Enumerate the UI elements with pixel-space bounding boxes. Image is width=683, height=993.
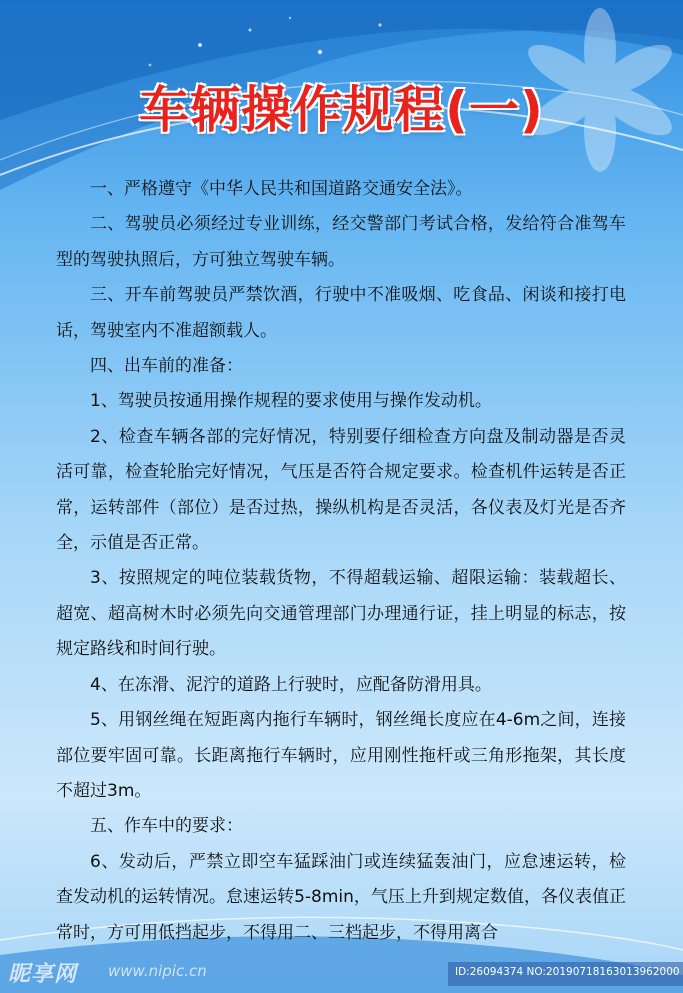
paragraph: 6、发动后，严禁立即空车猛踩油门或连续猛轰油门，应怠速运转，检查发动机的运转情况。怠速运转5-8min，气压上升到规定数值，各仪表值正常时，方可用低挡起步，不得用二、三档起步，不得用离合 [56,851,626,943]
paragraph: 4、在冻滑、泥泞的道路上行驶时，应配备防滑用具。 [90,674,492,695]
image-id-text: ID:26094374 NO:20190718163013962000 [455,966,680,978]
paragraph: 2、检查车辆各部的完好情况，特别要仔细检查方向盘及制动器是否灵活可靠，检查轮胎完好情况，气压是否符合规定要求。检查机件运转是否正常，运转部件（部位）是否过热，操纵机构是否灵活，各仪表及灯光是否齐全，示值是否正常。 [56,426,626,554]
paragraph: 二、驾驶员必须经过专业训练，经交警部门考试合格，发给符合准驾车型的驾驶执照后，方可独立驾驶车辆。 [56,214,626,270]
watermark-logo: 昵享网 [8,962,78,987]
paragraph: 三、开车前驾驶员严禁饮酒，行驶中不准吸烟、吃食品、闲谈和接打电话，驾驶室内不准超额载人。 [56,285,626,341]
regulation-body [56,172,626,951]
paragraph: 四、出车前的准备： [90,356,243,377]
paragraph: 一、严格遵守《中华人民共和国道路交通安全法》。 [90,179,473,199]
paragraph: 1、驾驶员按通用操作规程的要求使用与操作发动机。 [90,391,492,412]
paragraph: 3、按照规定的吨位装载货物，不得超载运输、超限运输：装载超长、超宽、超高树木时必须先向交通管理部门办理通行证，挂上明显的标志，按规定路线和时间行驶。 [56,568,626,660]
page-title: 车辆操作规程(一) [139,81,544,139]
watermark-url: www.nipic.cn [108,962,207,980]
paragraph: 5、用钢丝绳在短距离内拖行车辆时，钢丝绳长度应在4-6m之间，连接部位要牢固可靠。长距离拖行车辆时，应用刚性拖杆或三角形拖架，其长度不超过3m。 [56,710,626,801]
paragraph: 五、作车中的要求： [90,816,243,837]
